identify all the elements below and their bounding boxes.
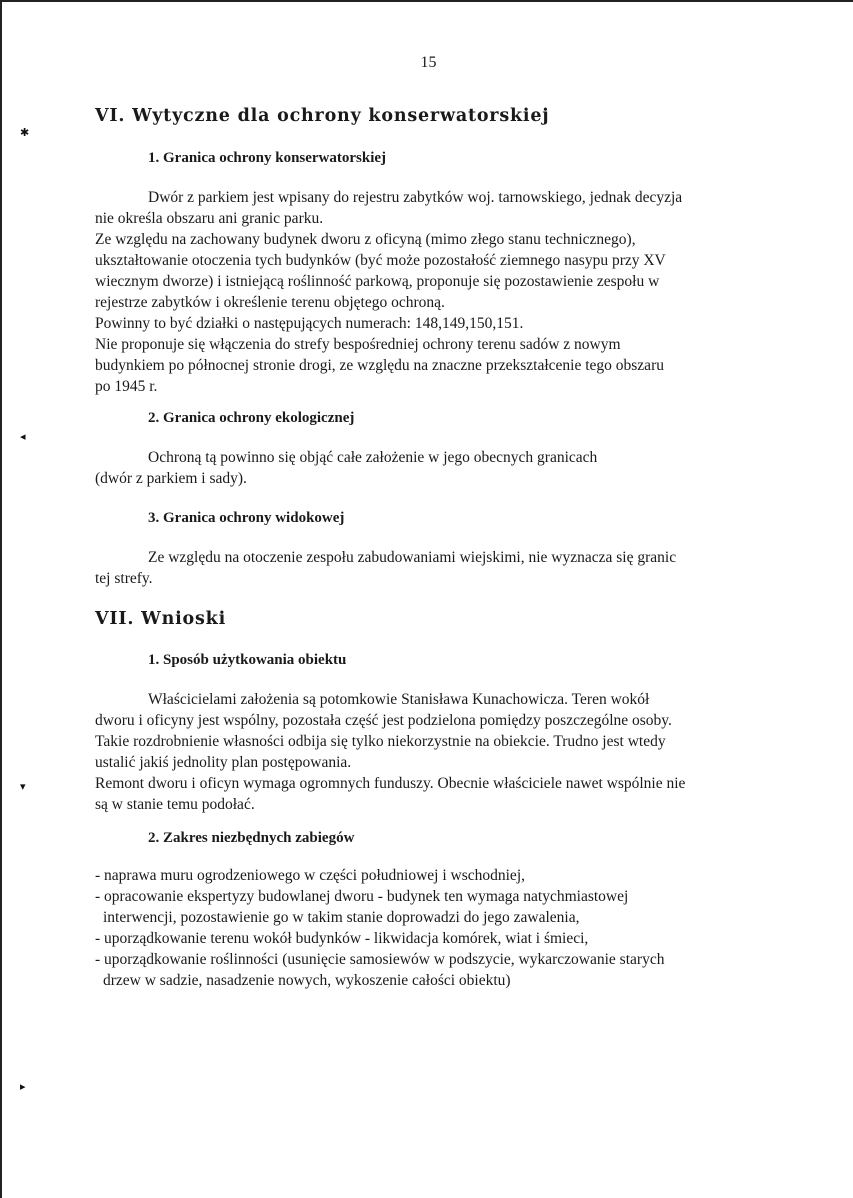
text-line: Właścicielami założenia są potomkowie Stanisława Kunachowicza. Teren wokół	[148, 691, 650, 708]
paragraph-granica-konserwatorska	[95, 187, 755, 397]
text-line: (dwór z parkiem i sady).	[95, 470, 247, 487]
subsection-heading: 2. Zakres niezbędnych zabiegów	[148, 830, 355, 846]
text-line: ukształtowanie otoczenia tych budynków (być może pozostałość ziemnego nasypu przy XV	[95, 252, 666, 269]
subsection-heading: 2. Granica ochrony ekologicznej	[148, 410, 355, 426]
text-line: Ze względu na zachowany budynek dworu z oficyną (mimo złego stanu technicznego),	[95, 231, 636, 248]
text-line: Ochroną tą powinno się objąć całe założenie w jego obecnych granicach	[148, 449, 598, 466]
margin-mark-icon: ◂	[20, 431, 26, 443]
text-line: Ze względu na otoczenie zespołu zabudowaniami wiejskimi, nie wyznacza się granic	[148, 549, 677, 566]
text-line: Takie rozdrobnienie własności odbija się tylko niekorzystnie na obiekcie. Trudno jest wtedy	[95, 733, 666, 750]
section-heading-vii: VII. Wnioski	[95, 609, 227, 629]
subsection-heading: 1. Granica ochrony konserwatorskiej	[148, 150, 387, 166]
text-line: budynkiem po północnej stronie drogi, ze względu na znaczne przekształcenie tego obszaru	[95, 357, 664, 374]
text-line: są w stanie temu podołać.	[95, 796, 255, 813]
text-line: po 1945 r.	[95, 378, 158, 395]
text-line: Dwór z parkiem jest wpisany do rejestru zabytków woj. tarnowskiego, jednak decyzja	[148, 189, 683, 206]
section-heading-vi: VI. Wytyczne dla ochrony konserwatorskiej	[95, 106, 550, 126]
text-line: dworu i oficyny jest wspólny, pozostała część jest podzielona pomiędzy poszczególne osoby.	[95, 712, 672, 729]
subsection-heading: 1. Sposób użytkowania obiektu	[148, 652, 347, 668]
text-line: Remont dworu i oficyn wymaga ogromnych funduszy. Obecnie właściciele nawet wspólnie nie	[95, 775, 686, 792]
text-line: Nie proponuje się włączenia do strefy bespośredniej ochrony terenu sadów z nowym	[95, 336, 621, 353]
list-item: - uporządkowanie roślinności (usunięcie samosiewów w podszycie, wykarczowanie starych	[95, 951, 665, 968]
paragraph-granica-widokowa	[95, 547, 755, 589]
list-item: - uporządkowanie terenu wokół budynków - likwidacja komórek, wiat i śmieci,	[95, 930, 589, 947]
margin-mark-icon: ▾	[20, 781, 26, 793]
list-item-continuation: drzew w sadzie, nasadzenie nowych, wykoszenie całości obiektu)	[103, 972, 511, 989]
list-item: - naprawa muru ogrodzeniowego w części południowej i wschodniej,	[95, 867, 525, 884]
text-line: wiecznym dworze) i istniejącą roślinność parkową, proponuje się pozostawienie zespołu w	[95, 273, 660, 290]
text-line: Powinny to być działki o następujących numerach: 148,149,150,151.	[95, 315, 524, 332]
text-line: nie określa obszaru ani granic parku.	[95, 210, 324, 227]
text-line: ustalić jakiś jednolity plan postępowania.	[95, 754, 352, 771]
page-number: 15	[420, 54, 437, 71]
list-item: - opracowanie ekspertyzy budowlanej dworu - budynek ten wymaga natychmiastowej	[95, 888, 629, 905]
margin-mark-icon: ✱	[20, 127, 30, 139]
text-line: rejestrze zabytków i określenie terenu objętego ochroną.	[95, 294, 445, 311]
list-item-continuation: interwencji, pozostawienie go w takim stanie doprowadzi do jego zawalenia,	[103, 909, 580, 926]
paragraph-sposob-uzytkowania	[95, 689, 755, 815]
margin-mark-icon: ▸	[20, 1081, 26, 1093]
paragraph-granica-ekologiczna	[95, 447, 755, 489]
zabiegi-list	[95, 865, 765, 991]
subsection-heading: 3. Granica ochrony widokowej	[148, 510, 345, 526]
text-line: tej strefy.	[95, 570, 153, 587]
